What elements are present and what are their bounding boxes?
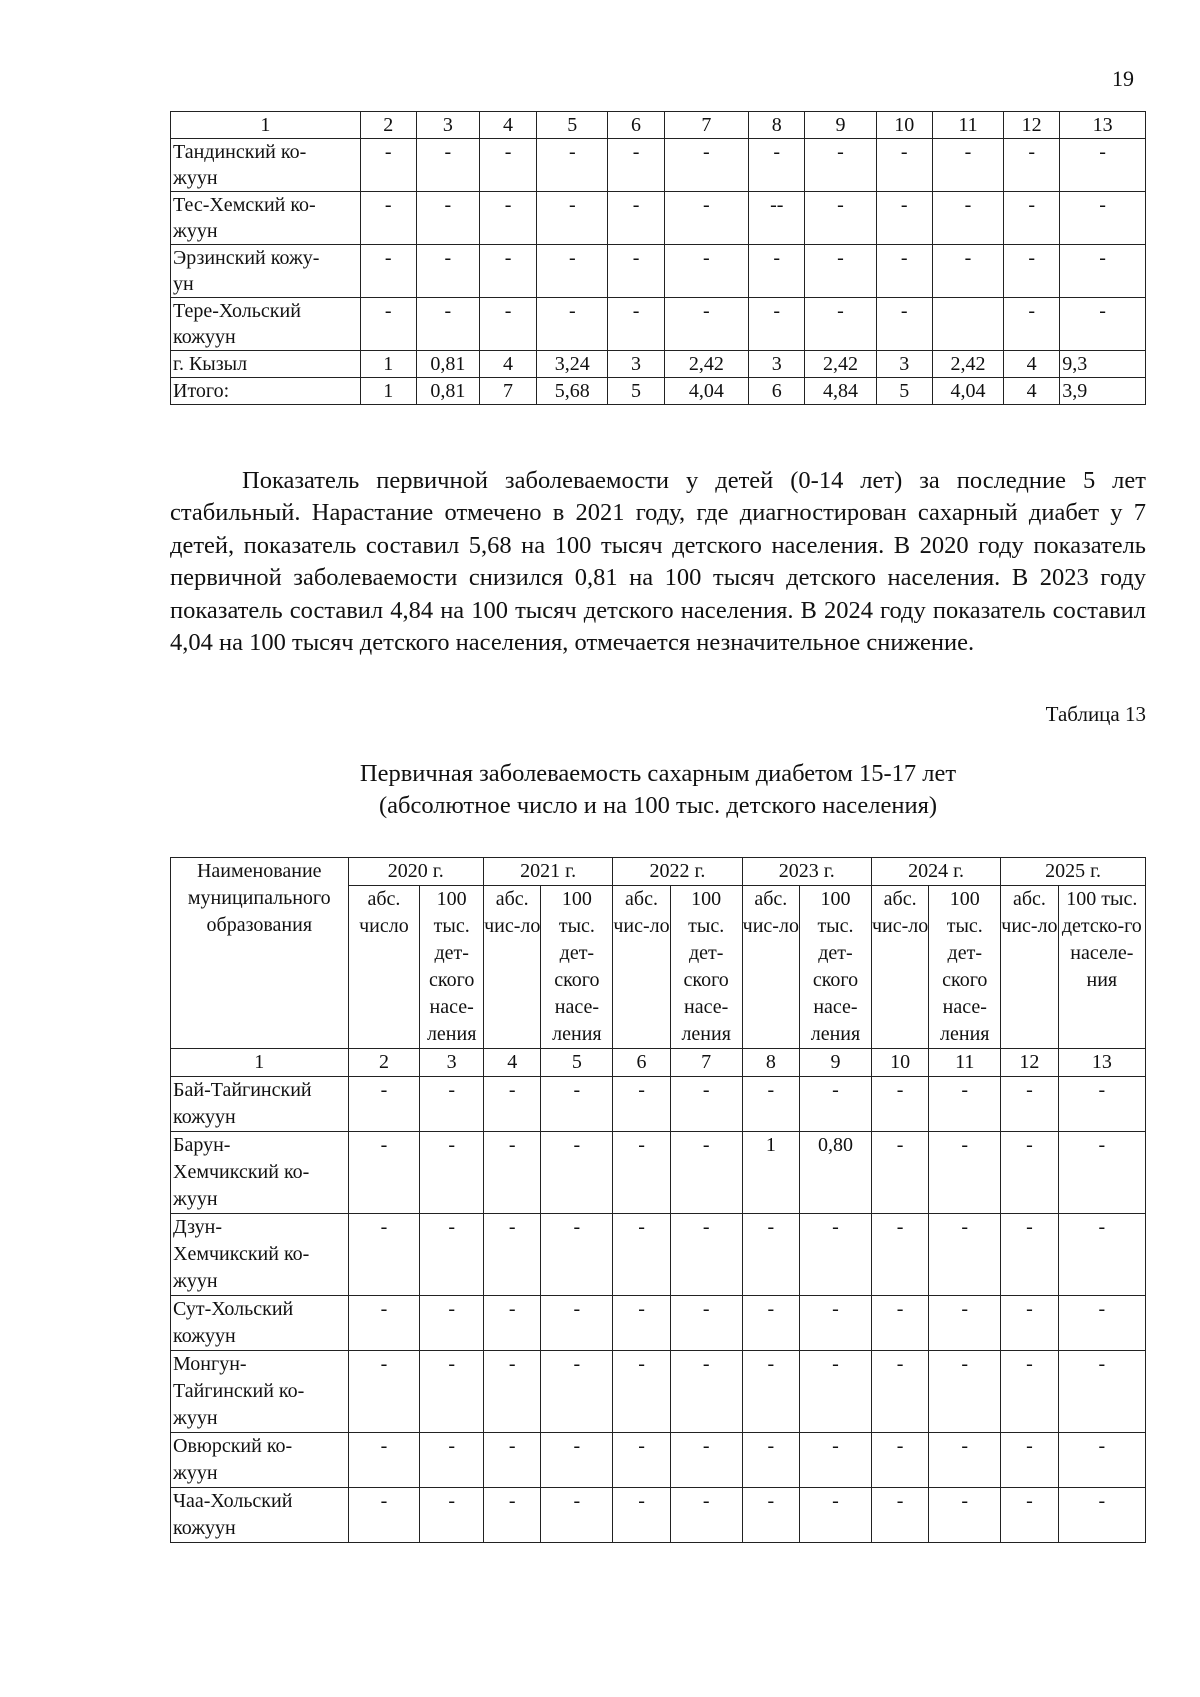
table-title-line-1: Первичная заболеваемость сахарным диабетом 15-17 лет [359, 760, 957, 787]
value-cell: - [613, 1214, 670, 1296]
header-abs-number: абс. чис-ло [484, 886, 541, 1049]
value-cell: - [932, 245, 1003, 298]
value-cell: - [800, 1488, 872, 1543]
value-cell: - [932, 139, 1003, 192]
column-number-cell: 10 [876, 112, 932, 139]
value-cell: - [1058, 1077, 1145, 1132]
value-cell: 3,9 [1060, 378, 1146, 405]
table-row [171, 192, 1146, 245]
value-cell: - [537, 298, 608, 351]
value-cell: - [479, 139, 536, 192]
value-cell: - [929, 1433, 1001, 1488]
value-cell: - [929, 1296, 1001, 1351]
value-cell: - [613, 1077, 670, 1132]
header-year: 2020 г. [348, 858, 483, 886]
table-row-column-numbers [171, 1049, 1146, 1077]
column-number-cell: 13 [1060, 112, 1146, 139]
table-row [171, 245, 1146, 298]
table-row [171, 1296, 1146, 1351]
value-cell: 2,42 [805, 351, 876, 378]
value-cell: - [1058, 1214, 1145, 1296]
value-cell: - [871, 1077, 928, 1132]
value-cell: 0,81 [416, 351, 479, 378]
table-row [171, 1351, 1146, 1433]
value-cell: - [608, 245, 664, 298]
value-cell: - [800, 1214, 872, 1296]
value-cell: - [420, 1296, 484, 1351]
value-cell: - [664, 245, 749, 298]
body-paragraph: Показатель первичной заболеваемости у детей (0-14 лет) за последние 5 лет стабильный. Нарастание отмечено в 2021 году, где диагностирован сахарный диабет у 7 детей, показатель составил 5,68 на 100 тысяч детского населения. В 2020 году показатель первичной заболеваемости снизился 0,81 на 100 тысяч детского населения. В 2023 году показатель составил 4,84 на 100 тысяч детского населения. В 2024 году показатель составил 4,04 на 100 тысяч детского населения, отмечается незначительное снижение. [170, 466, 1146, 656]
value-cell: - [348, 1132, 420, 1214]
value-cell: - [348, 1351, 420, 1433]
header-abs-number: абс. чис-ло [613, 886, 670, 1049]
value-cell: - [871, 1214, 928, 1296]
value-cell: - [749, 298, 805, 351]
value-cell: - [742, 1077, 799, 1132]
value-cell: - [742, 1433, 799, 1488]
value-cell: - [416, 139, 479, 192]
value-cell: - [613, 1132, 670, 1214]
value-cell: - [360, 298, 416, 351]
value-cell: - [800, 1077, 872, 1132]
value-cell: 2,42 [664, 351, 749, 378]
value-cell: - [541, 1077, 613, 1132]
value-cell: - [613, 1433, 670, 1488]
value-cell: - [484, 1351, 541, 1433]
value-cell: - [1001, 1077, 1058, 1132]
value-cell: 6 [749, 378, 805, 405]
value-cell: - [484, 1077, 541, 1132]
table-row [171, 378, 1146, 405]
header-row-years [171, 858, 1146, 886]
value-cell: - [1001, 1488, 1058, 1543]
region-name-cell: Монгун- Тайгинский ко- жуун [171, 1351, 349, 1433]
region-name-cell: Бай-Тайгинский кожуун [171, 1077, 349, 1132]
region-name-cell: г. Кызыл [171, 351, 361, 378]
value-cell: - [484, 1488, 541, 1543]
value-cell: - [876, 192, 932, 245]
table-12-continuation [170, 111, 1146, 405]
column-number-cell: 4 [479, 112, 536, 139]
region-name-cell: Тандинский ко- жуун [171, 139, 361, 192]
value-cell: - [1060, 139, 1146, 192]
value-cell: - [1004, 245, 1060, 298]
value-cell: - [929, 1351, 1001, 1433]
value-cell: - [1058, 1296, 1145, 1351]
value-cell: - [805, 139, 876, 192]
value-cell: - [664, 192, 749, 245]
table-13 [170, 857, 1146, 1543]
value-cell: - [420, 1433, 484, 1488]
column-number-cell: 2 [348, 1049, 420, 1077]
value-cell: - [541, 1433, 613, 1488]
value-cell: - [420, 1214, 484, 1296]
value-cell: - [608, 139, 664, 192]
header-abs-number: абс. чис-ло [1001, 886, 1058, 1049]
value-cell: - [670, 1077, 742, 1132]
value-cell: -- [749, 192, 805, 245]
value-cell: - [670, 1433, 742, 1488]
table-row [171, 1132, 1146, 1214]
value-cell: - [1058, 1132, 1145, 1214]
value-cell: - [541, 1214, 613, 1296]
value-cell: 9,3 [1060, 351, 1146, 378]
column-number-cell: 1 [171, 112, 361, 139]
column-number-cell: 5 [537, 112, 608, 139]
value-cell: - [541, 1132, 613, 1214]
table-row [171, 351, 1146, 378]
header-abs-number: абс. чис-ло [871, 886, 928, 1049]
value-cell: 4,84 [805, 378, 876, 405]
value-cell: - [871, 1433, 928, 1488]
value-cell: - [929, 1214, 1001, 1296]
column-number-cell: 11 [932, 112, 1003, 139]
region-name-cell: Эрзинский кожу- ун [171, 245, 361, 298]
value-cell: - [1001, 1214, 1058, 1296]
value-cell: - [1004, 192, 1060, 245]
column-number-cell: 1 [171, 1049, 349, 1077]
header-year: 2024 г. [871, 858, 1000, 886]
value-cell: - [805, 192, 876, 245]
column-number-cell: 7 [670, 1049, 742, 1077]
header-year: 2023 г. [742, 858, 871, 886]
region-name-cell: Чаа-Хольский кожуун [171, 1488, 349, 1543]
value-cell: - [876, 298, 932, 351]
region-name-cell: Барун- Хемчикский ко- жуун [171, 1132, 349, 1214]
value-cell: - [541, 1296, 613, 1351]
column-number-cell: 3 [420, 1049, 484, 1077]
column-number-cell: 9 [800, 1049, 872, 1077]
value-cell: 0,80 [800, 1132, 872, 1214]
value-cell [932, 298, 1003, 351]
value-cell: - [537, 192, 608, 245]
value-cell: - [348, 1077, 420, 1132]
column-number-cell: 7 [664, 112, 749, 139]
value-cell: - [929, 1077, 1001, 1132]
value-cell: - [420, 1351, 484, 1433]
value-cell: - [929, 1488, 1001, 1543]
table-title [170, 758, 1146, 822]
column-number-cell: 2 [360, 112, 416, 139]
value-cell: 4 [1004, 378, 1060, 405]
column-number-cell: 3 [416, 112, 479, 139]
header-abs-number: абс. число [348, 886, 420, 1049]
column-number-cell: 5 [541, 1049, 613, 1077]
value-cell: - [871, 1488, 928, 1543]
value-cell: - [608, 192, 664, 245]
value-cell: - [742, 1351, 799, 1433]
value-cell: - [749, 139, 805, 192]
value-cell: - [484, 1296, 541, 1351]
column-number-cell: 11 [929, 1049, 1001, 1077]
value-cell: - [876, 139, 932, 192]
value-cell: - [742, 1488, 799, 1543]
value-cell: 1 [742, 1132, 799, 1214]
region-name-cell: Овюрский ко- жуун [171, 1433, 349, 1488]
value-cell: - [484, 1433, 541, 1488]
value-cell: - [929, 1132, 1001, 1214]
value-cell: - [670, 1296, 742, 1351]
value-cell: - [800, 1296, 872, 1351]
value-cell: 3 [876, 351, 932, 378]
value-cell: - [742, 1296, 799, 1351]
value-cell: - [670, 1351, 742, 1433]
value-cell: 7 [479, 378, 536, 405]
table-row [171, 139, 1146, 192]
table-row-column-numbers [171, 112, 1146, 139]
table-label: Таблица 13 [1045, 702, 1146, 726]
value-cell: - [1001, 1433, 1058, 1488]
column-number-cell: 12 [1001, 1049, 1058, 1077]
value-cell: 5 [608, 378, 664, 405]
region-name-cell: Тере-Хольский кожуун [171, 298, 361, 351]
value-cell: - [1001, 1296, 1058, 1351]
value-cell: - [1001, 1351, 1058, 1433]
header-year: 2025 г. [1001, 858, 1146, 886]
value-cell: - [348, 1488, 420, 1543]
column-number-cell: 9 [805, 112, 876, 139]
value-cell: - [348, 1296, 420, 1351]
value-cell: - [360, 245, 416, 298]
value-cell: - [360, 192, 416, 245]
value-cell: - [537, 139, 608, 192]
header-per-100k: 100 тыс. дет-ского насе-ления [420, 886, 484, 1049]
value-cell: - [871, 1132, 928, 1214]
value-cell: - [871, 1296, 928, 1351]
table-row [171, 1488, 1146, 1543]
column-number-cell: 8 [742, 1049, 799, 1077]
value-cell: 4 [1004, 351, 1060, 378]
value-cell: - [541, 1351, 613, 1433]
value-cell: - [1058, 1488, 1145, 1543]
value-cell: - [1058, 1351, 1145, 1433]
table-row [171, 298, 1146, 351]
value-cell: - [613, 1488, 670, 1543]
value-cell: 1 [360, 351, 416, 378]
value-cell: 0,81 [416, 378, 479, 405]
header-municipality: Наименование муниципального образования [171, 858, 349, 1049]
value-cell: 5,68 [537, 378, 608, 405]
header-year: 2022 г. [613, 858, 742, 886]
value-cell: - [664, 298, 749, 351]
value-cell: - [664, 139, 749, 192]
column-number-cell: 6 [613, 1049, 670, 1077]
value-cell: - [479, 192, 536, 245]
value-cell: - [479, 245, 536, 298]
table-row [171, 1214, 1146, 1296]
column-number-cell: 6 [608, 112, 664, 139]
region-name-cell: Дзун- Хемчикский ко- жуун [171, 1214, 349, 1296]
value-cell: - [876, 245, 932, 298]
value-cell: - [800, 1433, 872, 1488]
value-cell: 3,24 [537, 351, 608, 378]
value-cell: 2,42 [932, 351, 1003, 378]
value-cell: - [348, 1214, 420, 1296]
value-cell: - [800, 1351, 872, 1433]
value-cell: 4 [479, 351, 536, 378]
value-cell: - [420, 1077, 484, 1132]
value-cell: - [805, 298, 876, 351]
value-cell: - [613, 1296, 670, 1351]
column-number-cell: 10 [871, 1049, 928, 1077]
column-number-cell: 4 [484, 1049, 541, 1077]
value-cell: - [360, 139, 416, 192]
value-cell: - [749, 245, 805, 298]
column-number-cell: 13 [1058, 1049, 1145, 1077]
value-cell: - [742, 1214, 799, 1296]
value-cell: - [420, 1488, 484, 1543]
value-cell: - [416, 192, 479, 245]
value-cell: - [871, 1351, 928, 1433]
header-abs-number: абс. чис-ло [742, 886, 799, 1049]
value-cell: 4,04 [664, 378, 749, 405]
value-cell: - [670, 1214, 742, 1296]
value-cell: - [537, 245, 608, 298]
region-name-cell: Итого: [171, 378, 361, 405]
column-number-cell: 8 [749, 112, 805, 139]
value-cell: - [932, 192, 1003, 245]
value-cell: - [479, 298, 536, 351]
header-year: 2021 г. [484, 858, 613, 886]
value-cell: - [348, 1433, 420, 1488]
header-per-100k: 100 тыс. дет-ского насе-ления [800, 886, 872, 1049]
value-cell: 3 [608, 351, 664, 378]
header-per-100k: 100 тыс. дет-ского насе-ления [541, 886, 613, 1049]
value-cell: - [420, 1132, 484, 1214]
value-cell: - [484, 1132, 541, 1214]
value-cell: - [1001, 1132, 1058, 1214]
value-cell: - [608, 298, 664, 351]
table-title-line-2: (абсолютное число и на 100 тыс. детского населения) [378, 792, 938, 819]
value-cell: - [670, 1132, 742, 1214]
value-cell: 4,04 [932, 378, 1003, 405]
table-row [171, 1077, 1146, 1132]
value-cell: - [1058, 1433, 1145, 1488]
region-name-cell: Сут-Хольский кожуун [171, 1296, 349, 1351]
header-per-100k: 100 тыс. дет-ского насе-ления [929, 886, 1001, 1049]
region-name-cell: Тес-Хемский ко- жуун [171, 192, 361, 245]
value-cell: - [1004, 298, 1060, 351]
value-cell: 5 [876, 378, 932, 405]
value-cell: 1 [360, 378, 416, 405]
value-cell: - [613, 1351, 670, 1433]
value-cell: - [484, 1214, 541, 1296]
value-cell: - [541, 1488, 613, 1543]
header-per-100k: 100 тыс. детско-го населе-ния [1058, 886, 1145, 1049]
table-row [171, 1433, 1146, 1488]
page-number: 19 [1112, 66, 1134, 91]
value-cell: - [1060, 245, 1146, 298]
value-cell: - [805, 245, 876, 298]
value-cell: - [416, 298, 479, 351]
value-cell: 3 [749, 351, 805, 378]
value-cell: - [1004, 139, 1060, 192]
value-cell: - [1060, 298, 1146, 351]
column-number-cell: 12 [1004, 112, 1060, 139]
header-per-100k: 100 тыс. дет-ского насе-ления [670, 886, 742, 1049]
value-cell: - [670, 1488, 742, 1543]
value-cell: - [1060, 192, 1146, 245]
value-cell: - [416, 245, 479, 298]
